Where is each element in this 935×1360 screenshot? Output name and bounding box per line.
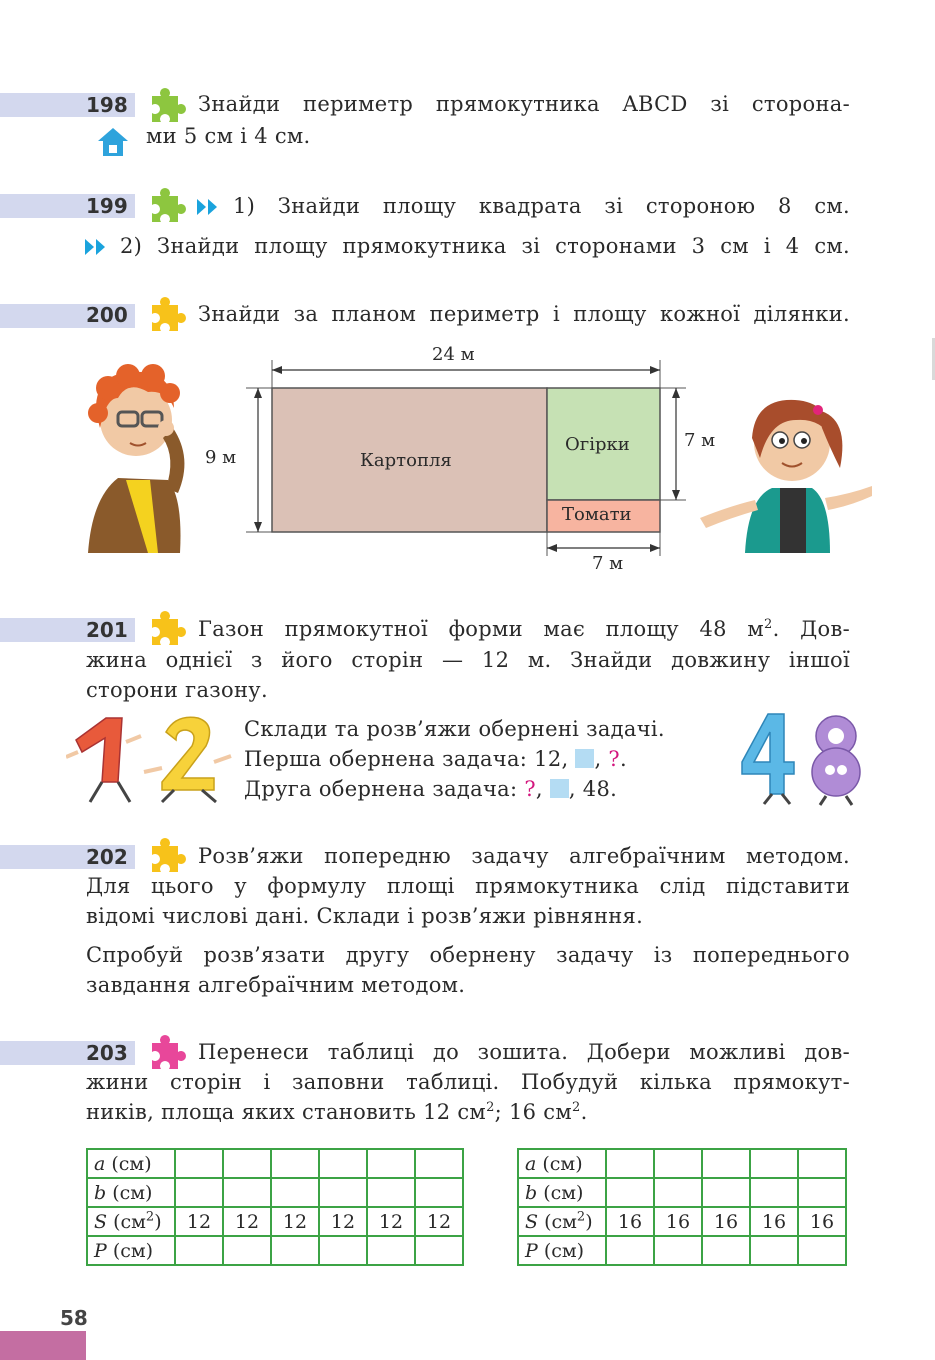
task-201-line-1: Газон прямокутної форми має площу 48 $м^2$. Дов- xyxy=(198,617,850,641)
table-cell xyxy=(415,1236,463,1265)
table-cell: 16 xyxy=(798,1207,846,1236)
table-cell xyxy=(654,1149,702,1178)
row-label-p: P (см) xyxy=(518,1236,606,1265)
table-cell: 12 xyxy=(223,1207,271,1236)
rectangles-table-12 xyxy=(86,1148,464,1266)
table-cell xyxy=(367,1149,415,1178)
numbers-48-illustration xyxy=(738,710,868,806)
table-cell xyxy=(367,1178,415,1207)
table-cell xyxy=(271,1178,319,1207)
row-label-b: b (см) xyxy=(87,1178,175,1207)
table-cell: 16 xyxy=(606,1207,654,1236)
table-cell xyxy=(702,1149,750,1178)
table-cell xyxy=(175,1149,223,1178)
rectangles-table-16 xyxy=(517,1148,847,1266)
table-cell xyxy=(223,1178,271,1207)
table-row xyxy=(87,1207,463,1236)
row-label-a: a (см) xyxy=(87,1149,175,1178)
table-row xyxy=(518,1207,846,1236)
double-arrow-icon xyxy=(84,238,108,256)
table-cell xyxy=(415,1178,463,1207)
task-202-line-2: Для цього у формулу площі прямокутника слід підставити xyxy=(86,874,850,898)
task-203-line-3: ників, площа яких становить 12 $см^2$; 16 $см^2$. xyxy=(86,1100,588,1124)
green-puzzle-icon xyxy=(146,186,186,226)
task-201-line-2: жина однієї з його сторін — 12 м. Знайди довжину іншої xyxy=(86,648,850,672)
table-row xyxy=(518,1149,846,1178)
table-cell xyxy=(175,1178,223,1207)
table-cell xyxy=(319,1149,367,1178)
row-label-s: S $(см^2)$ xyxy=(87,1207,175,1236)
task-202-line-1: Розв’яжи попередню задачу алгебраїчним методом. xyxy=(198,844,850,868)
table-row xyxy=(518,1178,846,1207)
table-cell xyxy=(223,1236,271,1265)
yellow-puzzle-icon xyxy=(146,609,186,649)
task-199-line-2: 2) Знайди площу прямокутника зі сторонами 3 см і 4 см. xyxy=(120,234,850,258)
task-number: 200 xyxy=(86,303,128,327)
task-number: 199 xyxy=(86,194,128,218)
table-cell xyxy=(367,1236,415,1265)
table-row xyxy=(518,1236,846,1265)
table-cell: 12 xyxy=(175,1207,223,1236)
task-198-line-2: ми 5 см і 4 см. xyxy=(146,124,311,148)
task-number: 201 xyxy=(86,618,128,642)
task-number: 202 xyxy=(86,845,128,869)
table-cell xyxy=(798,1178,846,1207)
table-cell xyxy=(702,1178,750,1207)
table-cell: 16 xyxy=(654,1207,702,1236)
question-mark: ? xyxy=(524,777,536,801)
row-label-a: a (см) xyxy=(518,1149,606,1178)
page-footer-bar xyxy=(0,1331,86,1360)
plot-cucumbers-label: Огірки xyxy=(565,434,630,455)
page-number: 58 xyxy=(60,1306,88,1330)
row-label-s: S $(см^2)$ xyxy=(518,1207,606,1236)
table-cell: 12 xyxy=(271,1207,319,1236)
double-arrow-icon xyxy=(196,198,220,216)
plot-potatoes-label: Картопля xyxy=(360,450,452,471)
table-cell xyxy=(223,1149,271,1178)
table-cell xyxy=(319,1178,367,1207)
table-cell xyxy=(175,1236,223,1265)
task-203-line-1: Перенеси таблиці до зошита. Добери можливі дов- xyxy=(198,1040,850,1064)
table-cell xyxy=(319,1236,367,1265)
plot-tomatoes-label: Томати xyxy=(562,504,632,525)
table-cell xyxy=(654,1178,702,1207)
table-cell xyxy=(654,1236,702,1265)
question-mark: ? xyxy=(608,747,620,771)
green-puzzle-icon xyxy=(146,86,186,126)
row-label-p: P (см) xyxy=(87,1236,175,1265)
numbers-12-illustration xyxy=(66,712,236,804)
yellow-puzzle-icon xyxy=(146,295,186,335)
task-number: 198 xyxy=(86,93,128,117)
table-cell: 16 xyxy=(702,1207,750,1236)
table-cell xyxy=(798,1149,846,1178)
task-201-sub-2: Перша обернена задача: 12, , ?. xyxy=(244,747,627,771)
table-cell: 12 xyxy=(415,1207,463,1236)
plan-right-label: 7 м xyxy=(684,430,716,451)
plan-top-label: 24 м xyxy=(432,344,475,365)
house-icon xyxy=(96,125,130,159)
table-cell xyxy=(606,1149,654,1178)
table-cell xyxy=(271,1236,319,1265)
table-cell xyxy=(750,1178,798,1207)
task-199-line-1: 1) Знайди площу квадрата зі стороною 8 см. xyxy=(233,194,850,218)
row-label-b: b (см) xyxy=(518,1178,606,1207)
task-number: 203 xyxy=(86,1041,128,1065)
task-202-line-4: Спробуй розв’язати другу обернену задачу із попереднього xyxy=(86,943,850,967)
garden-plan xyxy=(230,340,700,580)
table-row xyxy=(87,1178,463,1207)
table-cell: 16 xyxy=(750,1207,798,1236)
table-cell xyxy=(415,1149,463,1178)
table-cell xyxy=(750,1149,798,1178)
task-201-sub-3: Друга обернена задача: ?, , 48. xyxy=(244,777,618,801)
table-row xyxy=(87,1149,463,1178)
task-202-line-3: відомі числові дані. Склади і розв’яжи рівняння. xyxy=(86,904,644,928)
task-201-sub-1: Склади та розв’яжи обернені задачі. xyxy=(244,717,665,741)
plan-left-label: 9 м xyxy=(205,447,237,468)
blank-box xyxy=(550,779,569,798)
table-cell xyxy=(702,1236,750,1265)
pink-puzzle-icon xyxy=(146,1033,186,1073)
plan-bottom-label: 7 м xyxy=(592,553,624,574)
task-200-line-1: Знайди за планом периметр і площу кожної ділянки. xyxy=(198,302,850,326)
table-cell xyxy=(750,1236,798,1265)
table-cell xyxy=(606,1178,654,1207)
task-203-line-2: жини сторін і заповни таблиці. Побудуй кілька прямокут- xyxy=(86,1070,850,1094)
table-cell: 12 xyxy=(367,1207,415,1236)
task-201-line-3: сторони газону. xyxy=(86,678,268,702)
table-cell xyxy=(798,1236,846,1265)
task-198-line-1 xyxy=(198,92,850,116)
table-cell: 12 xyxy=(319,1207,367,1236)
girl-illustration xyxy=(700,388,875,553)
table-cell xyxy=(606,1236,654,1265)
table-row xyxy=(87,1236,463,1265)
blank-box xyxy=(575,749,594,768)
boy-illustration xyxy=(78,358,208,553)
task-202-line-5: завдання алгебраїчним методом. xyxy=(86,973,466,997)
task-198-text: Знайди периметр прямокутника ABCD зі сторона- xyxy=(198,92,850,116)
table-cell xyxy=(271,1149,319,1178)
yellow-puzzle-icon xyxy=(146,836,186,876)
